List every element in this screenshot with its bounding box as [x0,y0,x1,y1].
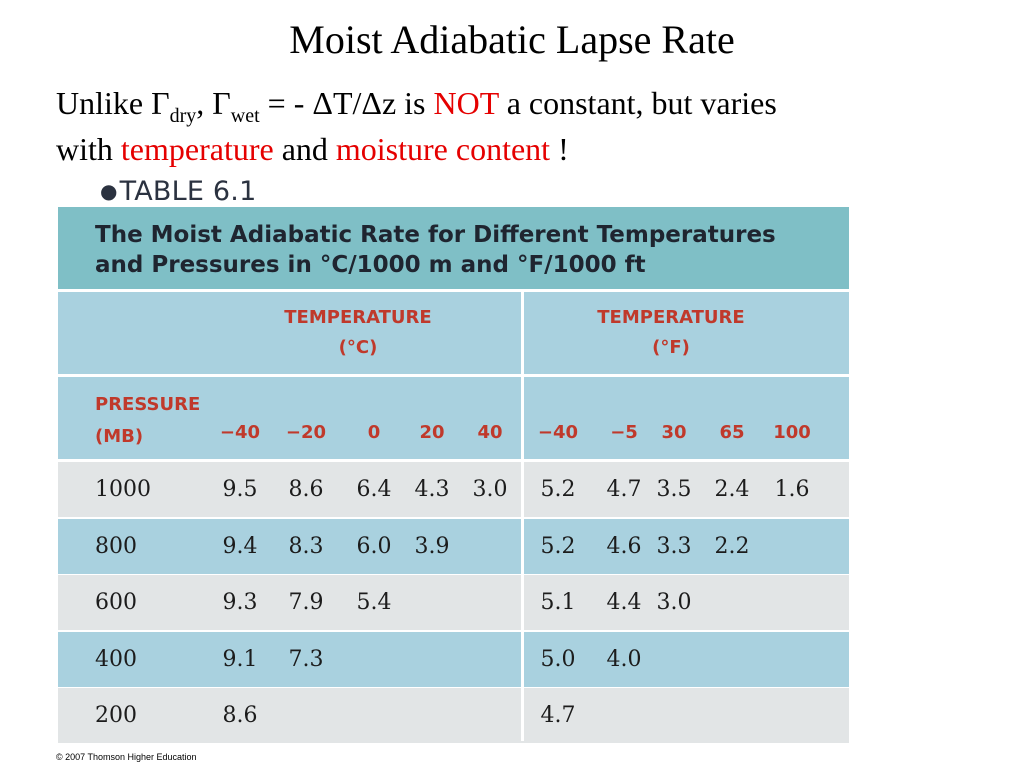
column-divider [521,289,524,741]
temp-f-column-label: 65 [719,422,745,443]
rate-cell-fahrenheit: 3.0 [656,590,692,615]
rate-cell-celsius [276,688,336,743]
pressure-cell: 600 [95,590,137,615]
rate-cell-fahrenheit: 3.3 [656,533,692,559]
gamma-symbol: Γ [151,85,170,121]
pressure-header: PRESSURE (MB) [95,394,201,447]
rate-cell-fahrenheit: 5.0 [540,646,576,672]
rate-cell-celsius [402,632,462,687]
temp-f-column-label: 30 [661,422,687,443]
rate-cell-fahrenheit: 4.7 [606,477,642,502]
rate-cell-celsius: 4.3 [414,477,450,502]
rate-cell-fahrenheit: 4.4 [606,590,642,615]
rate-cell-celsius: 8.3 [288,533,324,559]
rate-cell-celsius [460,688,520,743]
pressure-cell: 800 [95,533,137,559]
temp-f-column-label: −40 [537,422,579,443]
rate-cell-fahrenheit: 5.1 [540,590,576,615]
temp-c-column-label: −20 [285,422,327,443]
table-row [58,632,849,687]
table-row [58,688,849,743]
table-label: ●TABLE 6.1 [100,176,257,207]
rate-cell-fahrenheit [702,688,762,743]
rate-cell-fahrenheit: 4.7 [540,703,576,728]
bullet-icon: ● [100,179,118,203]
rate-cell-celsius: 8.6 [222,703,258,728]
rate-cell-fahrenheit [702,575,762,630]
rate-cell-fahrenheit: 5.2 [540,533,576,559]
rate-cell-celsius: 9.5 [222,477,258,502]
emphasis-moisture: moisture content [335,131,551,167]
rate-cell-fahrenheit [762,575,822,630]
body-line-1: Unlike $\Gamma_{dry}$, $\Gamma_{wet}$ = - ΔT/Δz is NOT a constant, but varies [56,85,777,127]
rate-cell-fahrenheit: 1.6 [774,477,810,502]
temp-c-column-label: 20 [419,422,445,443]
rate-cell-celsius: 9.4 [222,533,258,559]
rate-cell-celsius: 7.3 [288,646,324,672]
table-row [58,462,849,517]
rate-cell-fahrenheit: 4.6 [606,533,642,559]
rate-cell-fahrenheit: 3.5 [656,477,692,502]
temp-c-column-label: −40 [219,422,261,443]
rate-cell-celsius: 5.4 [356,590,392,615]
temp-c-column-label: 0 [367,422,381,443]
table-row [58,519,849,574]
lapse-rate-table [58,207,849,741]
rate-cell-celsius: 8.6 [288,477,324,502]
emphasis-not: NOT [433,85,499,121]
rate-cell-fahrenheit [762,688,822,743]
body-line-2: with temperature and moisture content ! [56,131,569,167]
rate-cell-celsius: 7.9 [288,590,324,615]
rate-cell-fahrenheit [644,632,704,687]
rate-cell-celsius [460,632,520,687]
rate-cell-fahrenheit [762,519,822,574]
table-row [58,575,849,630]
temp-c-column-label: 40 [477,422,503,443]
rate-cell-celsius: 6.0 [356,533,392,559]
subscript-dry: dry [169,105,197,127]
copyright-footer: © 2007 Thomson Higher Education [56,752,197,762]
rate-cell-celsius: 9.3 [222,590,258,615]
rate-cell-celsius [460,519,520,574]
rate-cell-fahrenheit [644,688,704,743]
temp-f-header: TEMPERATURE (°F) [597,307,745,358]
rate-cell-celsius [344,632,404,687]
temp-c-header: TEMPERATURE (°C) [284,307,432,358]
emphasis-temperature: temperature [120,131,274,167]
subscript-wet: wet [230,105,260,127]
temp-f-column-label: −5 [610,422,638,443]
rate-cell-fahrenheit [702,632,762,687]
rate-cell-celsius [344,688,404,743]
rate-cell-celsius: 3.0 [472,477,508,502]
rate-cell-celsius [402,575,462,630]
temp-f-column-label: 100 [773,422,811,443]
rate-cell-fahrenheit: 5.2 [540,477,576,502]
rate-cell-celsius: 6.4 [356,477,392,502]
rate-cell-fahrenheit: 2.2 [714,533,750,559]
rate-cell-celsius: 3.9 [414,533,450,559]
rate-cell-fahrenheit: 2.4 [714,477,750,502]
slide-title: Moist Adiabatic Lapse Rate [289,17,735,62]
rate-cell-celsius [402,688,462,743]
gamma-symbol: Γ [212,85,231,121]
rate-cell-fahrenheit: 4.0 [606,646,642,672]
pressure-cell: 200 [95,703,137,728]
rate-cell-fahrenheit [762,632,822,687]
rate-cell-celsius [460,575,520,630]
pressure-cell: 400 [95,646,137,672]
pressure-cell: 1000 [95,477,151,502]
rate-cell-celsius: 9.1 [222,646,258,672]
slide-body-text [56,80,986,172]
table-caption: The Moist Adiabatic Rate for Different Temperatures and Pressures in °C/1000 m and °F/1000 ft [58,207,849,289]
